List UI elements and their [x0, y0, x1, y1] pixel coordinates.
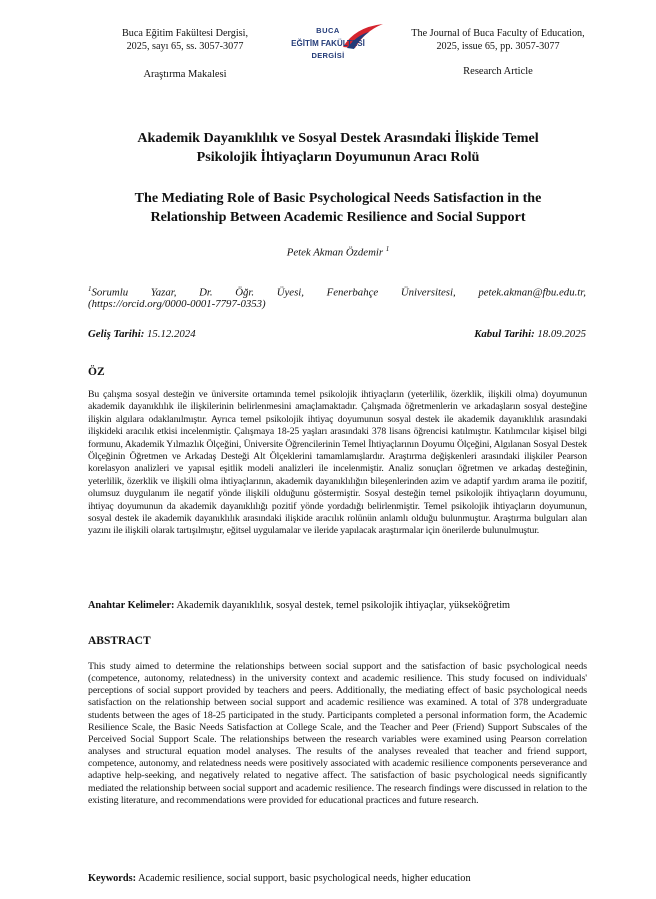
journal-issue-tr: 2025, sayı 65, ss. 3057-3077	[126, 40, 244, 52]
accepted-date: Kabul Tarihi: 18.09.2025	[474, 328, 586, 340]
title-turkish: Akademik Dayanıklılık ve Sosyal Destek Arasındaki İlişkide Temel Psikolojik İhtiyaçların Doyumunun Aracı Rolü	[137, 130, 539, 165]
oz-text: Bu çalışma sosyal desteğin ve üniversite ortamında temel psikolojik ihtiyaçların (yeterlilik, özerklik, ilişkili olma) doyumunun akademik dayanıklılık ile ilişkilerinin belirlenmesini amaçlamaktadır. Çalışmada öğretmenlerin ve arkadaşların sosyal desteğine ilişkin algılara odaklanılmıştır. Ayrıca temel psikolojik ihtiyaç doyumunun sosyal destek ile akademik dayanıklılık arasındaki ilişkideki aracılık etkisi incelenmiştir. Çalışmaya 18-25 yaşları arasındaki 378 lisans öğrencisi katılmıştır. Katılımcılar kişisel bilgi formunu, Akademik Yılmazlık Ölçeğini, Üniversite Öğrencilerinin Temel İhtiyaçlarının Doyumu Ölçeğini, Algılanan Sosyal Destek Ölçeğinin Öğretmen ve Arkadaş Desteği Alt Ölçeklerini tamamlamışlardır. Araştırma değişkenleri arasındaki ilişkiler Pearson korelasyon analizleri ve yapısal eşitlik modeli analizleri ile incelenmiştir. Analiz sonuçları öğretmen ve arkadaş desteğinin, yeterlilik, özerklik ve ilişkili olma ihtiyaçlarının, akademik dayanıklılığın bileşenlerinden azim ve adaptif yardım arama ile pozitif, olumsuz duygulanım ile negatif yönde ilişkili olduğunu göstermiştir. Sosyal desteğin temel psikolojik ihtiyaçların doyumunu, ihtiyaç doyumunun da akademik dayanıklılığı pozitif yönde yordadığı belirlenmiştir. Temel psikolojik ihtiyaçların doyumunun, sosyal destek ile akademik dayanıklılık arasındaki ilişkide aracılık rolünün anlamlı olduğu bulunmuştur. Araştırma bulguları alan yazını ile ilişkili olarak tartışılmıştır, eğitsel uygulamalar ve ileride yapılacak araştırmalar için önerilerde bulunulmuştur.	[88, 389, 587, 537]
abstract-text: This study aimed to determine the relationships between social support and the satisfaction of basic psychological needs (competence, autonomy, relatedness) in the university context and academic resilience. This study focused on individuals' perceptions of social support provided by teachers and peers. Additionally, the mediating effect of basic psychological needs satisfaction on the relationship between social support and academic resilience was examined. A total of 378 undergraduate students between the ages of 18-25 participated in the study. Participants completed a personal information form, the Academic Resilience Scale, the Basic Needs Satisfaction at College Scale, and the Teacher and Peer (Friend) Support Subscales of the Perceived Social Support Scale. The relationships between the research variables were examined using Pearson correlation analyses and structural equation model analyses. The results of the analyses revealed that teacher and friend support, competence, autonomy, and relatedness needs were positively associated with academic resilience components perseverance and adaptive help-seeking, and negatively related to negative affect. The satisfaction of basic psychological needs significantly mediated the relationship between social support and academic resilience. The research findings were discussed in relation to the existing literature, and recommendations were provided for educational practices and future research.	[88, 661, 587, 806]
author-affiliation-marker: 1	[385, 245, 390, 253]
oz-keywords: Anahtar Kelimeler: Akademik dayanıklılık, sosyal destek, temel psikolojik ihtiyaçlar, yükseköğretim	[88, 600, 511, 611]
journal-logo	[285, 21, 385, 75]
article-dates	[88, 328, 586, 340]
logo-text-journal: DERGİSİ	[311, 51, 345, 60]
article-type-tr: Araştırma Makalesi	[143, 69, 227, 80]
article-type-en: Research Article	[463, 66, 533, 77]
oz-heading: ÖZ	[88, 366, 105, 378]
journal-citation-en	[400, 28, 596, 53]
journal-issue-en: 2025, issue 65, pp. 3057-3077	[436, 40, 560, 52]
abstract-heading: ABSTRACT	[88, 635, 151, 647]
journal-name-tr: Buca Eğitim Fakültesi Dergisi,	[121, 28, 248, 39]
logo-text-faculty: EĞİTİM FAKÜLTESİ	[291, 39, 365, 48]
journal-citation-tr	[111, 28, 259, 53]
title-english: The Mediating Role of Basic Psychological Needs Satisfaction in the Relationship Between Academic Resilience and Social Support	[134, 190, 542, 225]
received-date: Geliş Tarihi: 15.12.2024	[88, 328, 196, 340]
author-name: Petek Akman Özdemir $^1$	[286, 245, 390, 259]
abstract-keywords: Keywords: Academic resilience, social support, basic psychological needs, higher education	[88, 873, 471, 884]
logo-text-buca: BUCA	[316, 26, 340, 35]
author-orcid: (https://orcid.org/0000-0001-7797-0353)	[88, 298, 266, 310]
journal-name-en: The Journal of Buca Faculty of Education,	[411, 28, 585, 39]
author-affiliation: $^1$Sorumlu Yazar, Dr. Öğr. Üyesi, Fenerbahçe Üniversitesi, petek.akman@fbu.edu.tr,	[88, 285, 586, 299]
